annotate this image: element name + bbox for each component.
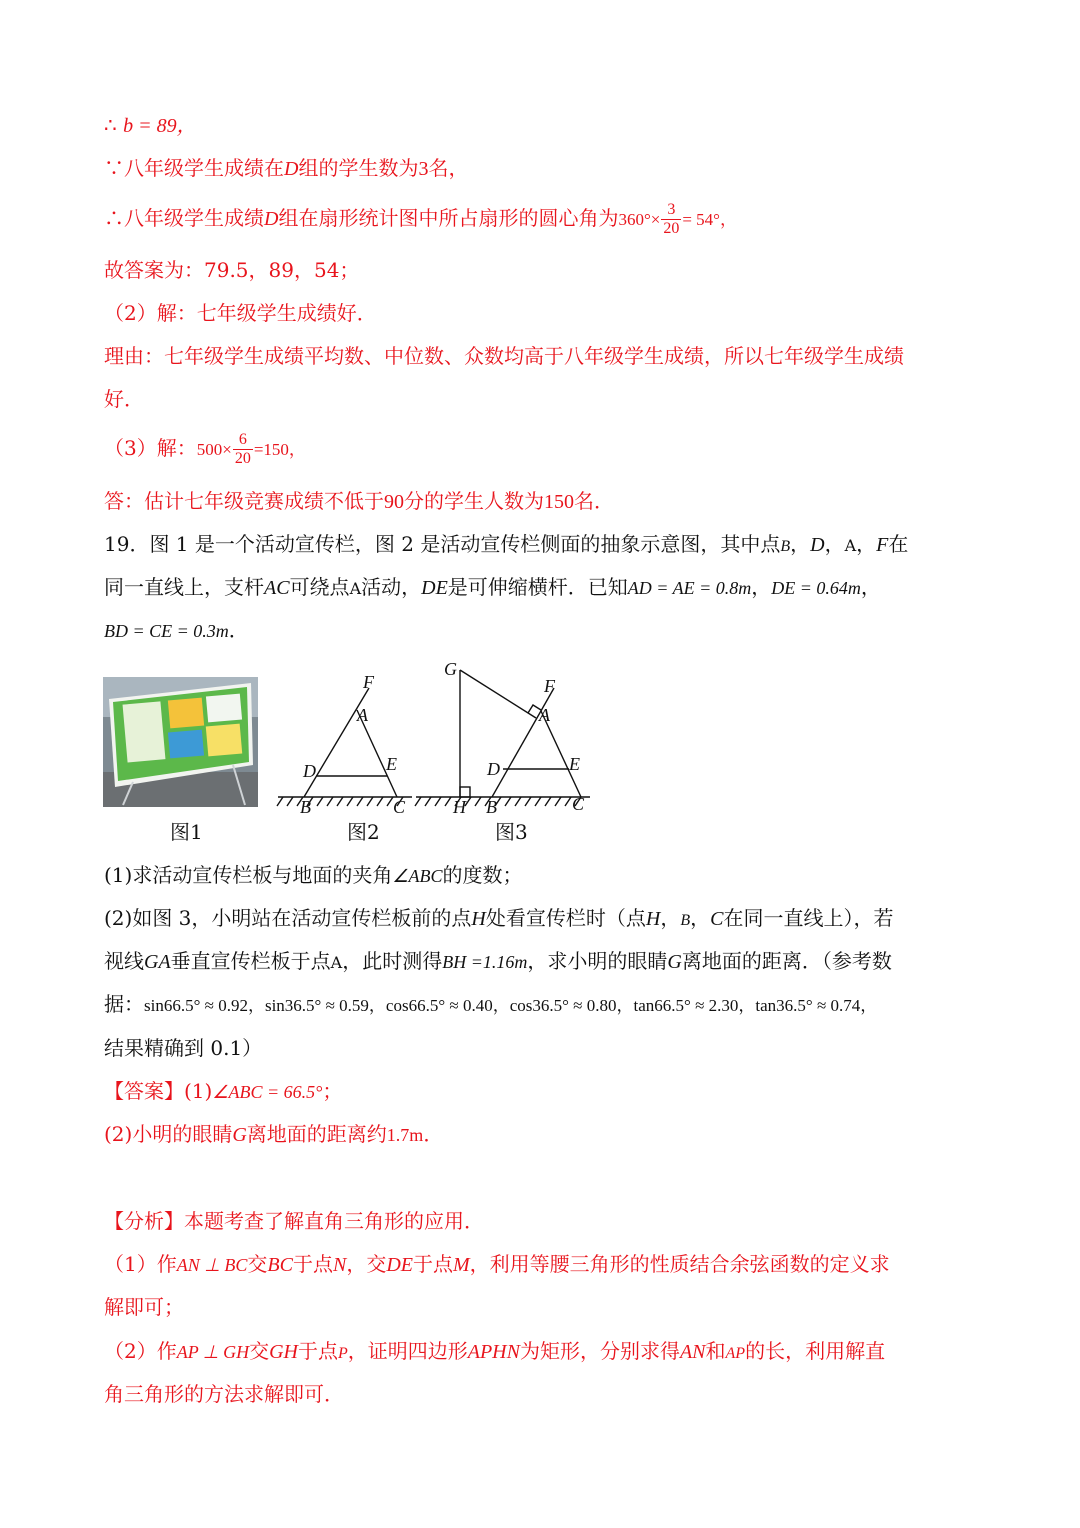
figure-2-caption: 图2 <box>347 820 380 844</box>
label-D: D <box>303 761 316 781</box>
answer-line-part3: 答：估计七年级竞赛成绩不低于90分的学生人数为150名． <box>104 489 614 513</box>
analysis-part1-cont: 解即可； <box>104 1295 184 1319</box>
figure-1-photo <box>103 677 258 807</box>
figure-1-caption: 图1 <box>170 820 203 844</box>
question-19-line3: BD = CE = 0.3m． <box>104 618 249 642</box>
label-A: A <box>539 705 550 725</box>
solution-line-d-group-count: ∵八年级学生成绩在D组的学生数为3名， <box>104 156 469 180</box>
label-F: F <box>544 676 555 696</box>
label-B: B <box>300 797 311 815</box>
therefore-symbol: ∴ <box>104 113 117 137</box>
solution-line-central-angle: ∴八年级学生成绩D组在扇形统计图中所占扇形的圆心角为360°× $\frac{3}{20}$ = 54°， <box>104 201 737 237</box>
answer-1: 【答案】(1)∠ABC = 66.5°； <box>104 1079 343 1103</box>
question-part1: (1)求活动宣传栏板与地面的夹角∠ABC的度数； <box>104 863 523 887</box>
label-C: C <box>572 794 585 814</box>
fraction-6-20: $\frac{6}{20}$ <box>234 431 251 467</box>
figure-2-diagram <box>275 665 415 815</box>
label-E: E <box>569 754 580 774</box>
answer-2: (2)小明的眼睛G离地面的距离约1.7m． <box>104 1122 444 1146</box>
analysis-heading: 【分析】本题考查了解直角三角形的应用． <box>104 1209 484 1233</box>
b-value-expr: b = 89， <box>123 115 197 137</box>
answer-line-part1: 故答案为：79.5，89，54； <box>104 258 360 282</box>
label-F: F <box>363 672 374 692</box>
question-part2-line2: 视线GA垂直宣传栏板于点A，此时测得BH =1.16m，求小明的眼睛G离地面的距离．（参考数 <box>104 949 892 973</box>
question-19-line1: 19．图 1 是一个活动宣传栏，图 2 是活动宣传栏侧面的抽象示意图，其中点B，D，A，F在 <box>104 532 909 556</box>
reason-line-cont: 好． <box>104 387 144 411</box>
label-H: H <box>453 797 466 817</box>
question-19-line2: 同一直线上，支杆AC可绕点A活动，DE是可伸缩横杆．已知AD = AE = 0.8m，DE = 0.64m， <box>104 575 881 599</box>
analysis-part2: （2）作AP ⊥ GH交GH于点P，证明四边形APHN为矩形，分别求得AN和AP的长，利用解直 <box>104 1339 886 1363</box>
triangle-diagram-2 <box>275 665 415 815</box>
question-part2-line3: 据：sin66.5° ≈ 0.92，sin36.5° ≈ 0.59，cos66.5° ≈ 0.40，cos36.5° ≈ 0.80，tan66.5° ≈ 2.30，tan36.5° ≈ 0.74， <box>104 992 878 1016</box>
question-part2-line1: (2)如图 3，小明站在活动宣传栏板前的点H处看宣传栏时（点H，B，C在同一直线上），若 <box>104 906 894 930</box>
figure-3-diagram <box>413 655 593 817</box>
solution-part2: （2）解：七年级学生成绩好． <box>104 301 377 325</box>
solution-line-b <box>104 112 197 139</box>
analysis-part2-cont: 角三角形的方法求解即可． <box>104 1382 344 1406</box>
label-A: A <box>357 705 368 725</box>
label-D: D <box>487 759 500 779</box>
label-B: B <box>486 797 497 817</box>
fraction-3-20: $\frac{3}{20}$ <box>663 201 680 237</box>
triangle-diagram-3 <box>413 655 593 817</box>
analysis-part1: （1）作AN ⊥ BC交BC于点N，交DE于点M，利用等腰三角形的性质结合余弦函数的定义求 <box>104 1252 890 1276</box>
figure-3-caption: 图3 <box>495 820 528 844</box>
label-G: G <box>444 659 457 679</box>
label-E: E <box>386 754 397 774</box>
reason-line: 理由：七年级学生成绩平均数、中位数、众数均高于八年级学生成绩，所以七年级学生成绩 <box>104 344 904 368</box>
solution-part3: （3）解：500× $\frac{6}{20}$ =150， <box>104 431 306 467</box>
question-part2-line4: 结果精确到 0.1） <box>104 1036 263 1060</box>
label-C: C <box>393 797 406 815</box>
billboard-photo <box>103 677 258 807</box>
